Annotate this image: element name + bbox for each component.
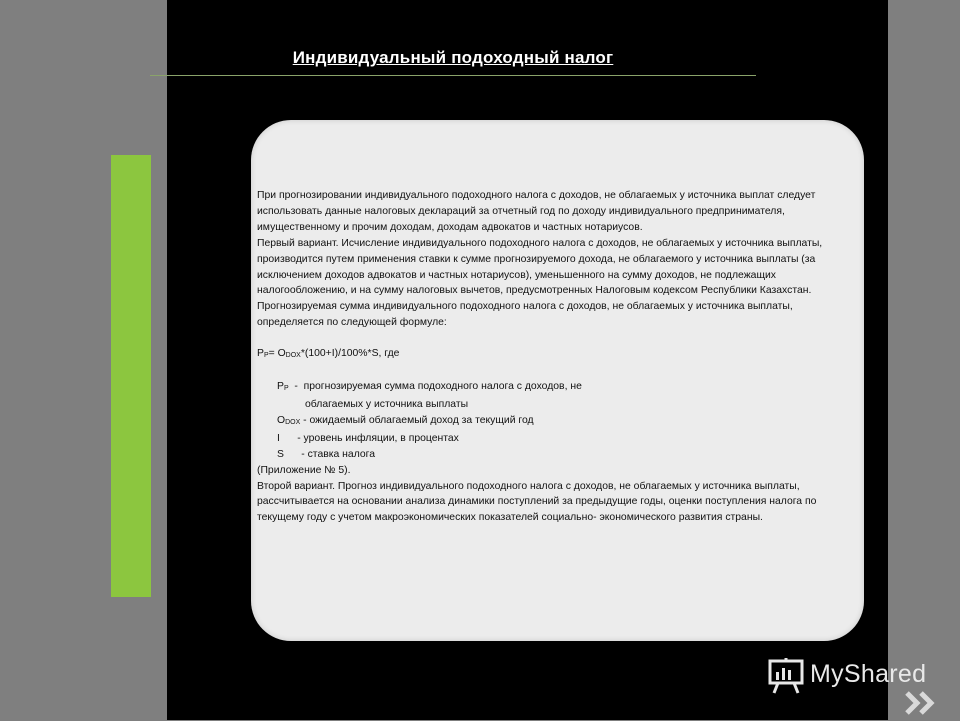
double-chevron-right-icon [905, 703, 945, 720]
accent-bar [111, 155, 151, 597]
appendix-note: (Приложение № 5). [257, 464, 351, 476]
paragraph-intro: При прогнозировании индивидуального подоходного налога с доходов, не облагаемых у источника выплат следует использовать данные налоговых деклараций за отчетный год по доходу индивидуального предпринимателя, имущественному и прочим доходам, доходам адвокатов и частных нотариусов. [257, 190, 816, 233]
legend-item: S - ставка налога [277, 448, 375, 460]
next-slide-button[interactable] [905, 690, 945, 721]
slide-body [257, 188, 847, 526]
title-underline [150, 75, 756, 76]
legend-item: I - уровень инфляции, в процентах [277, 432, 459, 444]
presentation-board-icon [768, 658, 804, 699]
paragraph-second-variant: Второй вариант. Прогноз индивидуального подоходного налога с доходов, не облагаемых у источника выплаты, рассчитывается на основании анализа динамики поступлений за предыдущие годы, оценки поступления налога по текущему году с учетом макроэкономических показателей социально- экономического развития страны. [257, 480, 817, 524]
watermark-text: MyShared [810, 660, 927, 688]
legend-item: облагаемых у источника выплаты [305, 398, 469, 410]
slide-title: Индивидуальный подоходный налог [292, 48, 614, 67]
formula: $Р_Р= О_{DOX}*(100+I)/100\%*S$, где [257, 348, 400, 360]
legend-item: $Р_Р$ - прогнозируемая сумма подоходного налога с доходов, не [277, 381, 582, 393]
legend-item: $О_{DOX}$ - ожидаемый облагаемый доход за текущий год [277, 414, 534, 426]
paragraph-formula-intro: Прогнозируемая сумма индивидуального подоходного налога с доходов, не облагаемых у источника выплаты, определяется по следующей формуле: [257, 301, 793, 329]
paragraph-first-variant: Первый вариант. Исчисление индивидуального подоходного налога с доходов, не облагаемых у источника выплаты, производится путем применения ставки к сумме прогнозируемого дохода, не облагаемого у источника выплаты (за исключением доходов адвокатов и частных нотариусов), уменьшенного на сумму доходов, не подлежащих налогообложению, и на сумму налоговых вычетов, предусмотренных Налоговым кодексом Республики Казахстан. [257, 237, 823, 297]
